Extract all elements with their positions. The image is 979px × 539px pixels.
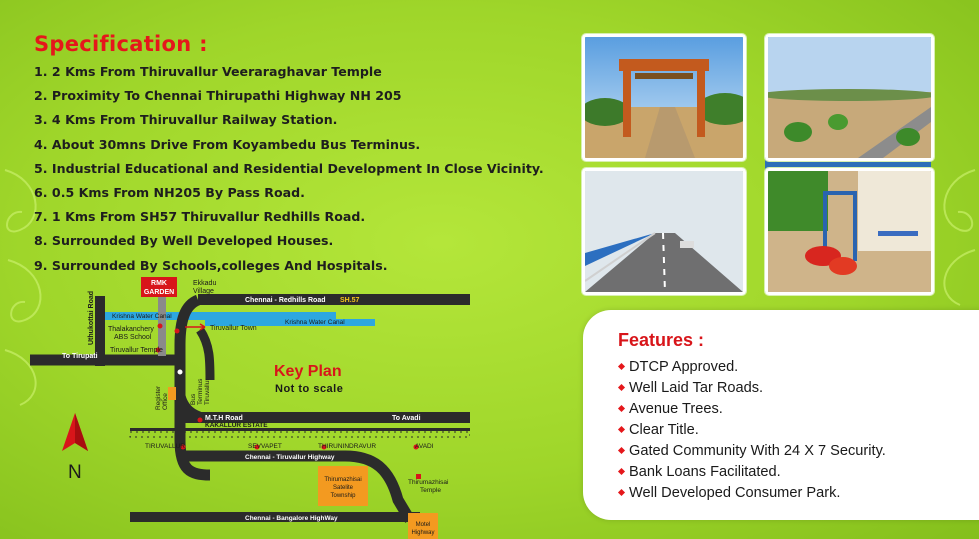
- to-tirupati-label: To Tirupati: [62, 353, 98, 360]
- feature-item: [618, 357, 886, 378]
- feature-item: [618, 483, 886, 504]
- bullet-icon: [618, 489, 625, 496]
- thirumazhisai-temple-label-2: Temple: [420, 487, 441, 494]
- feature-item: [618, 420, 886, 441]
- key-plan-map: [0, 255, 470, 539]
- sh57-label: SH.57: [340, 297, 360, 304]
- features-list: [618, 357, 886, 504]
- mth-road-label: M.T.H Road: [205, 415, 243, 422]
- feature-item: [618, 441, 886, 462]
- specification-item: 8. Surrounded By Well Developed Houses.: [34, 233, 334, 249]
- arrow-town-icon: [185, 324, 205, 330]
- thalakanchery-label-2: ABS School: [114, 334, 152, 341]
- ekkadu-label-2: Village: [193, 288, 214, 295]
- specification-item: 4. About 30mns Drive From Koyambedu Bus Terminus.: [34, 136, 421, 152]
- specification-item: 3. 4 Kms From Thiruvallur Railway Station.: [34, 112, 338, 128]
- thirunindravur-station-label: THIRUNINDRAVUR: [318, 443, 377, 450]
- specification-item: 2. Proximity To Chennai Thirupathi Highway NH 205: [34, 88, 402, 104]
- specification-item: 9. Surrounded By Schools,colleges And Hospitals.: [34, 257, 388, 273]
- avadi-station-label: AVADI: [415, 443, 434, 450]
- bullet-icon: [618, 363, 625, 370]
- bus-terminus-label-3: Tiruvallur: [204, 378, 211, 405]
- feature-label: Well Laid Tar Roads.: [629, 380, 764, 396]
- specification-list: [34, 60, 544, 278]
- north-arrow-icon: [62, 413, 88, 451]
- township-label-3: Township: [330, 493, 356, 499]
- photo-plots-road: [765, 34, 934, 161]
- sevvapet-station-label: SEVVAPET: [248, 443, 282, 450]
- photo-entrance-arch: [582, 34, 746, 161]
- thalakanchery-label-1: Thalakanchery: [108, 326, 154, 333]
- feature-item: [618, 399, 886, 420]
- photo-park: [765, 168, 934, 295]
- to-avadi-label: To Avadi: [392, 415, 421, 422]
- uthukottai-road-label: Uthukottai Road: [88, 290, 95, 345]
- bullet-icon: [618, 447, 625, 454]
- bus-terminus-label-2: Terminus: [197, 378, 204, 405]
- motel-label-2: Highway: [411, 530, 435, 536]
- canal-label-1: Krishna Water Canal: [112, 313, 172, 320]
- tiruvallur-temple-label: Tiruvallur Temple: [110, 347, 163, 354]
- feature-label: Clear Title.: [629, 422, 699, 438]
- kakalur-estate-label: KAKALLUR ESTATE: [205, 422, 268, 429]
- township-label-1: Thirumazhisai: [324, 477, 362, 483]
- canal-label-2: Krishna Water Canal: [285, 319, 345, 326]
- rmk-label-2: GARDEN: [143, 289, 175, 296]
- ekkadu-label-1: Ekkadu: [193, 280, 217, 287]
- bullet-icon: [618, 426, 625, 433]
- motel-label-1: Motel: [415, 522, 431, 528]
- junction-marker: [177, 369, 183, 375]
- feature-label: Bank Loans Facilitated.: [629, 464, 781, 480]
- feature-item: [618, 462, 886, 483]
- feature-label: Avenue Trees.: [629, 401, 723, 417]
- tiruvallur-station-label: TIRUVALLUR: [145, 443, 185, 450]
- register-office-block: [168, 387, 176, 400]
- feature-item: [618, 378, 886, 399]
- features-title: Features :: [618, 330, 705, 350]
- feature-label: DTCP Approved.: [629, 359, 739, 375]
- redhills-road-label: Chennai - Redhills Road: [245, 297, 326, 304]
- road-bus-terminus: [200, 330, 210, 380]
- specification-title: Specification :: [34, 32, 208, 56]
- register-office-label-2: Office: [162, 393, 169, 410]
- feature-label: Gated Community With 24 X 7 Security.: [629, 443, 886, 459]
- specification-item: 7. 1 Kms From SH57 Thiruvallur Redhills Road.: [34, 209, 366, 225]
- bullet-icon: [618, 468, 625, 475]
- register-office-label-1: Register: [155, 385, 162, 410]
- bus-terminus-label-1: Bus: [190, 393, 197, 405]
- key-plan-title: Key Plan: [274, 363, 342, 380]
- chennai-tiruvallur-highway-label: Chennai - Tiruvallur Highway: [245, 454, 335, 461]
- road-redhills: [198, 294, 470, 305]
- photo-highway: [582, 168, 746, 295]
- thirumazhisai-temple-label-1: Thirumazhisai: [408, 479, 449, 486]
- township-label-2: Satelite: [332, 485, 354, 491]
- key-plan-subtitle: Not to scale: [275, 383, 344, 395]
- bullet-icon: [618, 405, 625, 412]
- bullet-icon: [618, 384, 625, 391]
- specification-item: 1. 2 Kms From Thiruvallur Veeraraghavar Temple: [34, 64, 382, 79]
- specification-item: 5. Industrial Educational and Residential Development In Close Vicinity.: [34, 160, 544, 176]
- road-chennai-tiruvallur: [185, 456, 410, 520]
- tiruvallur-town-label: Tiruvallur Town: [210, 325, 257, 332]
- rmk-label-1: RMK: [151, 280, 167, 287]
- feature-label: Well Developed Consumer Park.: [629, 485, 841, 501]
- chennai-bangalore-highway-label: Chennai - Bangalore HighWay: [245, 515, 338, 522]
- specification-item: 6. 0.5 Kms From NH205 By Pass Road.: [34, 184, 305, 200]
- north-label: N: [68, 462, 82, 483]
